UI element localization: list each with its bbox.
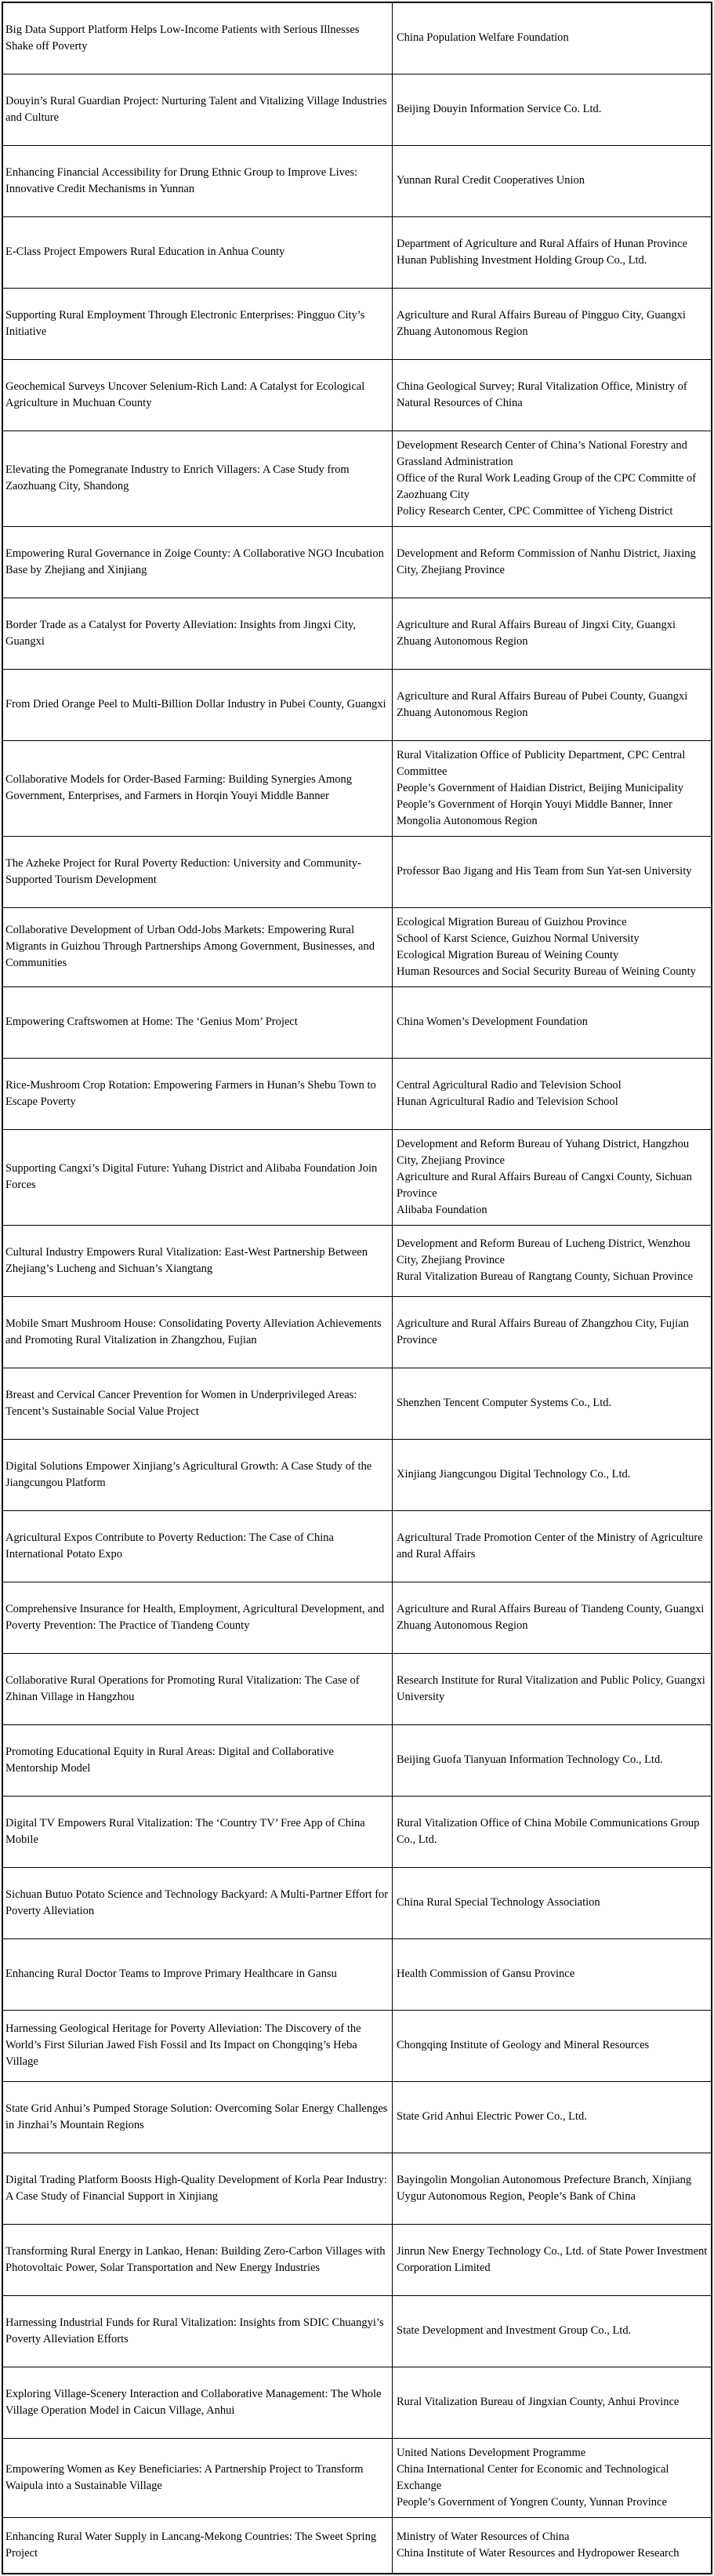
project-title-cell: Promoting Educational Equity in Rural Areas: Digital and Collaborative Mentorship Model bbox=[2, 1724, 393, 1796]
organization-line: People’s Government of Haidian District, Beijing Municipality bbox=[397, 781, 684, 794]
table-row bbox=[2, 145, 712, 216]
table-row bbox=[2, 1724, 712, 1796]
organization-line: Department of Agriculture and Rural Affairs of Hunan Province bbox=[397, 237, 687, 250]
projects-table-body bbox=[2, 2, 712, 2574]
organizations-cell bbox=[393, 2010, 712, 2081]
organizations-cell bbox=[393, 216, 712, 288]
organization-line: Policy Research Center, CPC Committee of Yicheng District bbox=[397, 504, 673, 518]
organization-line: Rural Vitalization Bureau of Jingxian County, Anhui Province bbox=[397, 2396, 680, 2408]
organizations-cell bbox=[393, 359, 712, 431]
table-row bbox=[2, 986, 712, 1058]
organizations-cell bbox=[393, 1938, 712, 2010]
organization-line: Agriculture and Rural Affairs Bureau of Zhangzhou City, Fujian Province bbox=[397, 1317, 689, 1346]
table-row bbox=[2, 669, 712, 740]
organization-line: Office of the Rural Work Leading Group of the CPC Committe of Zaozhuang City bbox=[397, 471, 697, 501]
organization-line: Ecological Migration Bureau of Guizhou Province bbox=[397, 915, 627, 928]
project-title-cell: Digital Solutions Empower Xinjiang’s Agricultural Growth: A Case Study of the Jiangcungou Platform bbox=[2, 1439, 393, 1510]
organization-line: Research Institute for Rural Vitalization and Public Policy, Guangxi University bbox=[397, 1673, 705, 1703]
table-row bbox=[2, 431, 712, 526]
table-row bbox=[2, 359, 712, 431]
organizations-cell bbox=[393, 1058, 712, 1129]
organization-line: Hunan Publishing Investment Holding Group Co., Ltd. bbox=[397, 253, 647, 267]
organization-line: Agriculture and Rural Affairs Bureau of Pubei County, Guangxi Zhuang Autonomous Region bbox=[397, 689, 688, 719]
organization-line: United Nations Development Programme bbox=[397, 2446, 586, 2459]
project-title-cell: From Dried Orange Peel to Multi-Billion Dollar Industry in Pubei County, Guangxi bbox=[2, 669, 393, 740]
organization-line: Beijing Guofa Tianyuan Information Technology Co., Ltd. bbox=[397, 1753, 663, 1766]
project-title-cell: Collaborative Rural Operations for Promoting Rural Vitalization: The Case of Zhinan Village in Hangzhou bbox=[2, 1653, 393, 1724]
project-title-cell: Enhancing Rural Water Supply in Lancang-Mekong Countries: The Sweet Spring Project bbox=[2, 2517, 393, 2574]
project-title-cell: Harnessing Industrial Funds for Rural Vitalization: Insights from SDIC Chuangyi’s Poverty Alleviation Efforts bbox=[2, 2295, 393, 2367]
organization-line: Agriculture and Rural Affairs Bureau of Pingguo City, Guangxi Zhuang Autonomous Region bbox=[397, 308, 686, 338]
organization-line: People’s Government of Horqin Youyi Middle Banner, Inner Mongolia Autonomous Region bbox=[397, 798, 672, 827]
table-row bbox=[2, 1796, 712, 1867]
project-title-cell: Mobile Smart Mushroom House: Consolidating Poverty Alleviation Achievements and Promoting Rural Vitalization in Zhangzhou, Fujian bbox=[2, 1296, 393, 1368]
table-row bbox=[2, 2010, 712, 2081]
table-row bbox=[2, 216, 712, 288]
table-row bbox=[2, 2, 712, 74]
organizations-cell bbox=[393, 288, 712, 359]
table-row bbox=[2, 1296, 712, 1368]
project-title-cell: Transforming Rural Energy in Lankao, Henan: Building Zero-Carbon Villages with Photovoltaic Power, Solar Transportation and New Energy Industries bbox=[2, 2224, 393, 2295]
organization-line: Rural Vitalization Bureau of Rangtang County, Sichuan Province bbox=[397, 1270, 694, 1283]
project-title-cell: Big Data Support Platform Helps Low-Income Patients with Serious Illnesses Shake off Poverty bbox=[2, 2, 393, 74]
organizations-cell bbox=[393, 1582, 712, 1653]
table-row bbox=[2, 2224, 712, 2295]
organizations-cell bbox=[393, 836, 712, 907]
project-title-cell: The Azheke Project for Rural Poverty Reduction: University and Community-Supported Tourism Development bbox=[2, 836, 393, 907]
table-row bbox=[2, 2367, 712, 2438]
organizations-cell bbox=[393, 1296, 712, 1368]
table-row bbox=[2, 1510, 712, 1582]
organizations-cell bbox=[393, 907, 712, 986]
organizations-cell bbox=[393, 2, 712, 74]
table-row bbox=[2, 1225, 712, 1296]
organization-line: Rural Vitalization Office of Publicity Department, CPC Central Committee bbox=[397, 748, 686, 778]
organization-line: Rural Vitalization Office of China Mobile Communications Group Co., Ltd. bbox=[397, 1816, 700, 1846]
table-row bbox=[2, 2517, 712, 2574]
table-row bbox=[2, 598, 712, 669]
organization-line: Agriculture and Rural Affairs Bureau of Cangxi County, Sichuan Province bbox=[397, 1170, 692, 1200]
organization-line: China Geological Survey; Rural Vitalization Office, Ministry of Natural Resources of China bbox=[397, 380, 687, 409]
project-title-cell: Collaborative Models for Order-Based Farming: Building Synergies Among Government, Enterprises, and Farmers in Horqin Youyi Middle Banner bbox=[2, 740, 393, 836]
project-title-cell: Elevating the Pomegranate Industry to Enrich Villagers: A Case Study from Zaozhuang City, Shandong bbox=[2, 431, 393, 526]
organization-line: Shenzhen Tencent Computer Systems Co., Ltd. bbox=[397, 1397, 612, 1409]
organization-line: Agriculture and Rural Affairs Bureau of Jingxi City, Guangxi Zhuang Autonomous Region bbox=[397, 618, 676, 648]
organizations-cell bbox=[393, 598, 712, 669]
organization-line: Ecological Migration Bureau of Weining County bbox=[397, 948, 619, 961]
organizations-cell bbox=[393, 1653, 712, 1724]
project-title-cell: Empowering Women as Key Beneficiaries: A Partnership Project to Transform Waipula into a Sustainable Village bbox=[2, 2438, 393, 2517]
organizations-cell bbox=[393, 1439, 712, 1510]
organization-line: State Grid Anhui Electric Power Co., Ltd. bbox=[397, 2110, 587, 2123]
organizations-cell bbox=[393, 1510, 712, 1582]
table-row bbox=[2, 2295, 712, 2367]
organizations-cell bbox=[393, 2517, 712, 2574]
organization-line: China Institute of Water Resources and Hydropower Research bbox=[397, 2546, 680, 2560]
organizations-cell bbox=[393, 1724, 712, 1796]
organizations-cell bbox=[393, 145, 712, 216]
organizations-cell bbox=[393, 2438, 712, 2517]
organizations-cell bbox=[393, 2081, 712, 2153]
table-row bbox=[2, 1582, 712, 1653]
project-title-cell: Collaborative Development of Urban Odd-Jobs Markets: Empowering Rural Migrants in Guizhou Through Partnerships Among Government, Businesses, and Communities bbox=[2, 907, 393, 986]
project-title-cell: Digital TV Empowers Rural Vitalization: The ‘Country TV’ Free App of China Mobile bbox=[2, 1796, 393, 1867]
table-row bbox=[2, 1867, 712, 1938]
projects-table bbox=[2, 2, 712, 2574]
table-row bbox=[2, 74, 712, 145]
project-title-cell: Exploring Village-Scenery Interaction and Collaborative Management: The Whole Village Operation Model in Caicun Village, Anhui bbox=[2, 2367, 393, 2438]
organizations-cell bbox=[393, 2224, 712, 2295]
organization-line: Chongqing Institute of Geology and Mineral Resources bbox=[397, 2039, 650, 2051]
table-row bbox=[2, 1439, 712, 1510]
project-title-cell: Breast and Cervical Cancer Prevention for Women in Underprivileged Areas: Tencent’s Sustainable Social Value Project bbox=[2, 1368, 393, 1439]
organization-line: China Women’s Development Foundation bbox=[397, 1016, 588, 1028]
organization-line: Xinjiang Jiangcungou Digital Technology Co., Ltd. bbox=[397, 1468, 631, 1481]
project-title-cell: Cultural Industry Empowers Rural Vitalization: East-West Partnership Between Zhejiang’s Lucheng and Sichuan’s Xiangtang bbox=[2, 1225, 393, 1296]
organization-line: Development and Reform Bureau of Lucheng District, Wenzhou City, Zhejiang Province bbox=[397, 1237, 690, 1266]
organizations-cell bbox=[393, 1129, 712, 1225]
organizations-cell bbox=[393, 2367, 712, 2438]
organizations-cell bbox=[393, 669, 712, 740]
project-title-cell: Empowering Craftswomen at Home: The ‘Genius Mom’ Project bbox=[2, 986, 393, 1058]
organization-line: Central Agricultural Radio and Television School bbox=[397, 1078, 622, 1092]
project-title-cell: Supporting Rural Employment Through Electronic Enterprises: Pingguo City’s Initiative bbox=[2, 288, 393, 359]
table-row bbox=[2, 1129, 712, 1225]
organization-line: Alibaba Foundation bbox=[397, 1203, 487, 1216]
organization-line: Health Commission of Gansu Province bbox=[397, 1967, 575, 1980]
table-row bbox=[2, 1938, 712, 2010]
project-title-cell: Comprehensive Insurance for Health, Employment, Agricultural Development, and Poverty Prevention: The Practice of Tiandeng County bbox=[2, 1582, 393, 1653]
table-row bbox=[2, 288, 712, 359]
project-title-cell: Geochemical Surveys Uncover Selenium-Rich Land: A Catalyst for Ecological Agriculture in Muchuan County bbox=[2, 359, 393, 431]
organization-line: Development and Reform Bureau of Yuhang District, Hangzhou City, Zhejiang Province bbox=[397, 1137, 690, 1167]
organization-line: Yunnan Rural Credit Cooperatives Union bbox=[397, 174, 585, 187]
table-row bbox=[2, 740, 712, 836]
project-title-cell: Enhancing Rural Doctor Teams to Improve Primary Healthcare in Gansu bbox=[2, 1938, 393, 2010]
organization-line: China International Center for Economic and Technological Exchange bbox=[397, 2462, 669, 2492]
organization-line: School of Karst Science, Guizhou Normal University bbox=[397, 932, 640, 945]
organizations-cell bbox=[393, 1225, 712, 1296]
table-row bbox=[2, 907, 712, 986]
project-title-cell: Agricultural Expos Contribute to Poverty Reduction: The Case of China International Potato Expo bbox=[2, 1510, 393, 1582]
organization-line: Agriculture and Rural Affairs Bureau of Tiandeng County, Guangxi Zhuang Autonomous Region bbox=[397, 1602, 705, 1632]
organizations-cell bbox=[393, 1368, 712, 1439]
organizations-cell bbox=[393, 740, 712, 836]
table-row bbox=[2, 526, 712, 598]
project-title-cell: Border Trade as a Catalyst for Poverty Alleviation: Insights from Jingxi City, Guangxi bbox=[2, 598, 393, 669]
table-row bbox=[2, 1058, 712, 1129]
organization-line: Development and Reform Commission of Nanhu District, Jiaxing City, Zhejiang Province bbox=[397, 547, 696, 576]
organizations-cell bbox=[393, 2153, 712, 2224]
organizations-cell bbox=[393, 1867, 712, 1938]
organizations-cell bbox=[393, 526, 712, 598]
table-row bbox=[2, 2153, 712, 2224]
organizations-cell bbox=[393, 986, 712, 1058]
table-row bbox=[2, 2081, 712, 2153]
project-title-cell: Digital Trading Platform Boosts High-Quality Development of Korla Pear Industry: A Case Study of Financial Support in Xinjiang bbox=[2, 2153, 393, 2224]
project-title-cell: Douyin’s Rural Guardian Project: Nurturing Talent and Vitalizing Village Industries and Culture bbox=[2, 74, 393, 145]
organization-line: China Rural Special Technology Association bbox=[397, 1896, 600, 1909]
table-row bbox=[2, 1653, 712, 1724]
organization-line: Professor Bao Jigang and His Team from Sun Yat-sen University bbox=[397, 865, 692, 877]
organization-line: Beijing Douyin Information Service Co. Ltd. bbox=[397, 103, 602, 115]
organizations-cell bbox=[393, 74, 712, 145]
table-row bbox=[2, 836, 712, 907]
organizations-cell bbox=[393, 1796, 712, 1867]
project-title-cell: Supporting Cangxi’s Digital Future: Yuhang District and Alibaba Foundation Join Forces bbox=[2, 1129, 393, 1225]
organization-line: Ministry of Water Resources of China bbox=[397, 2530, 570, 2543]
project-title-cell: Rice-Mushroom Crop Rotation: Empowering Farmers in Hunan’s Shebu Town to Escape Poverty bbox=[2, 1058, 393, 1129]
project-title-cell: E-Class Project Empowers Rural Education in Anhua County bbox=[2, 216, 393, 288]
organization-line: Agricultural Trade Promotion Center of the Ministry of Agriculture and Rural Affairs bbox=[397, 1531, 703, 1560]
project-title-cell: Empowering Rural Governance in Zoige County: A Collaborative NGO Incubation Base by Zhejiang and Xinjiang bbox=[2, 526, 393, 598]
organization-line: Hunan Agricultural Radio and Television School bbox=[397, 1095, 618, 1108]
project-title-cell: Harnessing Geological Heritage for Poverty Alleviation: The Discovery of the World’s First Silurian Jawed Fish Fossil and Its Impact on Chongqing’s Heba Village bbox=[2, 2010, 393, 2081]
organizations-cell bbox=[393, 431, 712, 526]
project-title-cell: Enhancing Financial Accessibility for Drung Ethnic Group to Improve Lives: Innovative Credit Mechanisms in Yunnan bbox=[2, 145, 393, 216]
table-row bbox=[2, 2438, 712, 2517]
organization-line: People’s Government of Yongren County, Yunnan Province bbox=[397, 2495, 667, 2509]
project-title-cell: State Grid Anhui’s Pumped Storage Solution: Overcoming Solar Energy Challenges in Jinzhai’s Mountain Regions bbox=[2, 2081, 393, 2153]
organization-line: Jinrun New Energy Technology Co., Ltd. of State Power Investment Corporation Limited bbox=[397, 2244, 708, 2274]
organizations-cell bbox=[393, 2295, 712, 2367]
organization-line: State Development and Investment Group Co., Ltd. bbox=[397, 2324, 632, 2337]
organization-line: Bayingolin Mongolian Autonomous Prefecture Branch, Xinjiang Uygur Autonomous Region, People’s Bank of China bbox=[397, 2173, 692, 2203]
organization-line: Development Research Center of China’s National Forestry and Grassland Administration bbox=[397, 438, 687, 468]
table-row bbox=[2, 1368, 712, 1439]
organization-line: China Population Welfare Foundation bbox=[397, 31, 569, 45]
organization-line: Human Resources and Social Security Bureau of Weining County bbox=[397, 965, 696, 978]
project-title-cell: Sichuan Butuo Potato Science and Technology Backyard: A Multi-Partner Effort for Poverty Alleviation bbox=[2, 1867, 393, 1938]
